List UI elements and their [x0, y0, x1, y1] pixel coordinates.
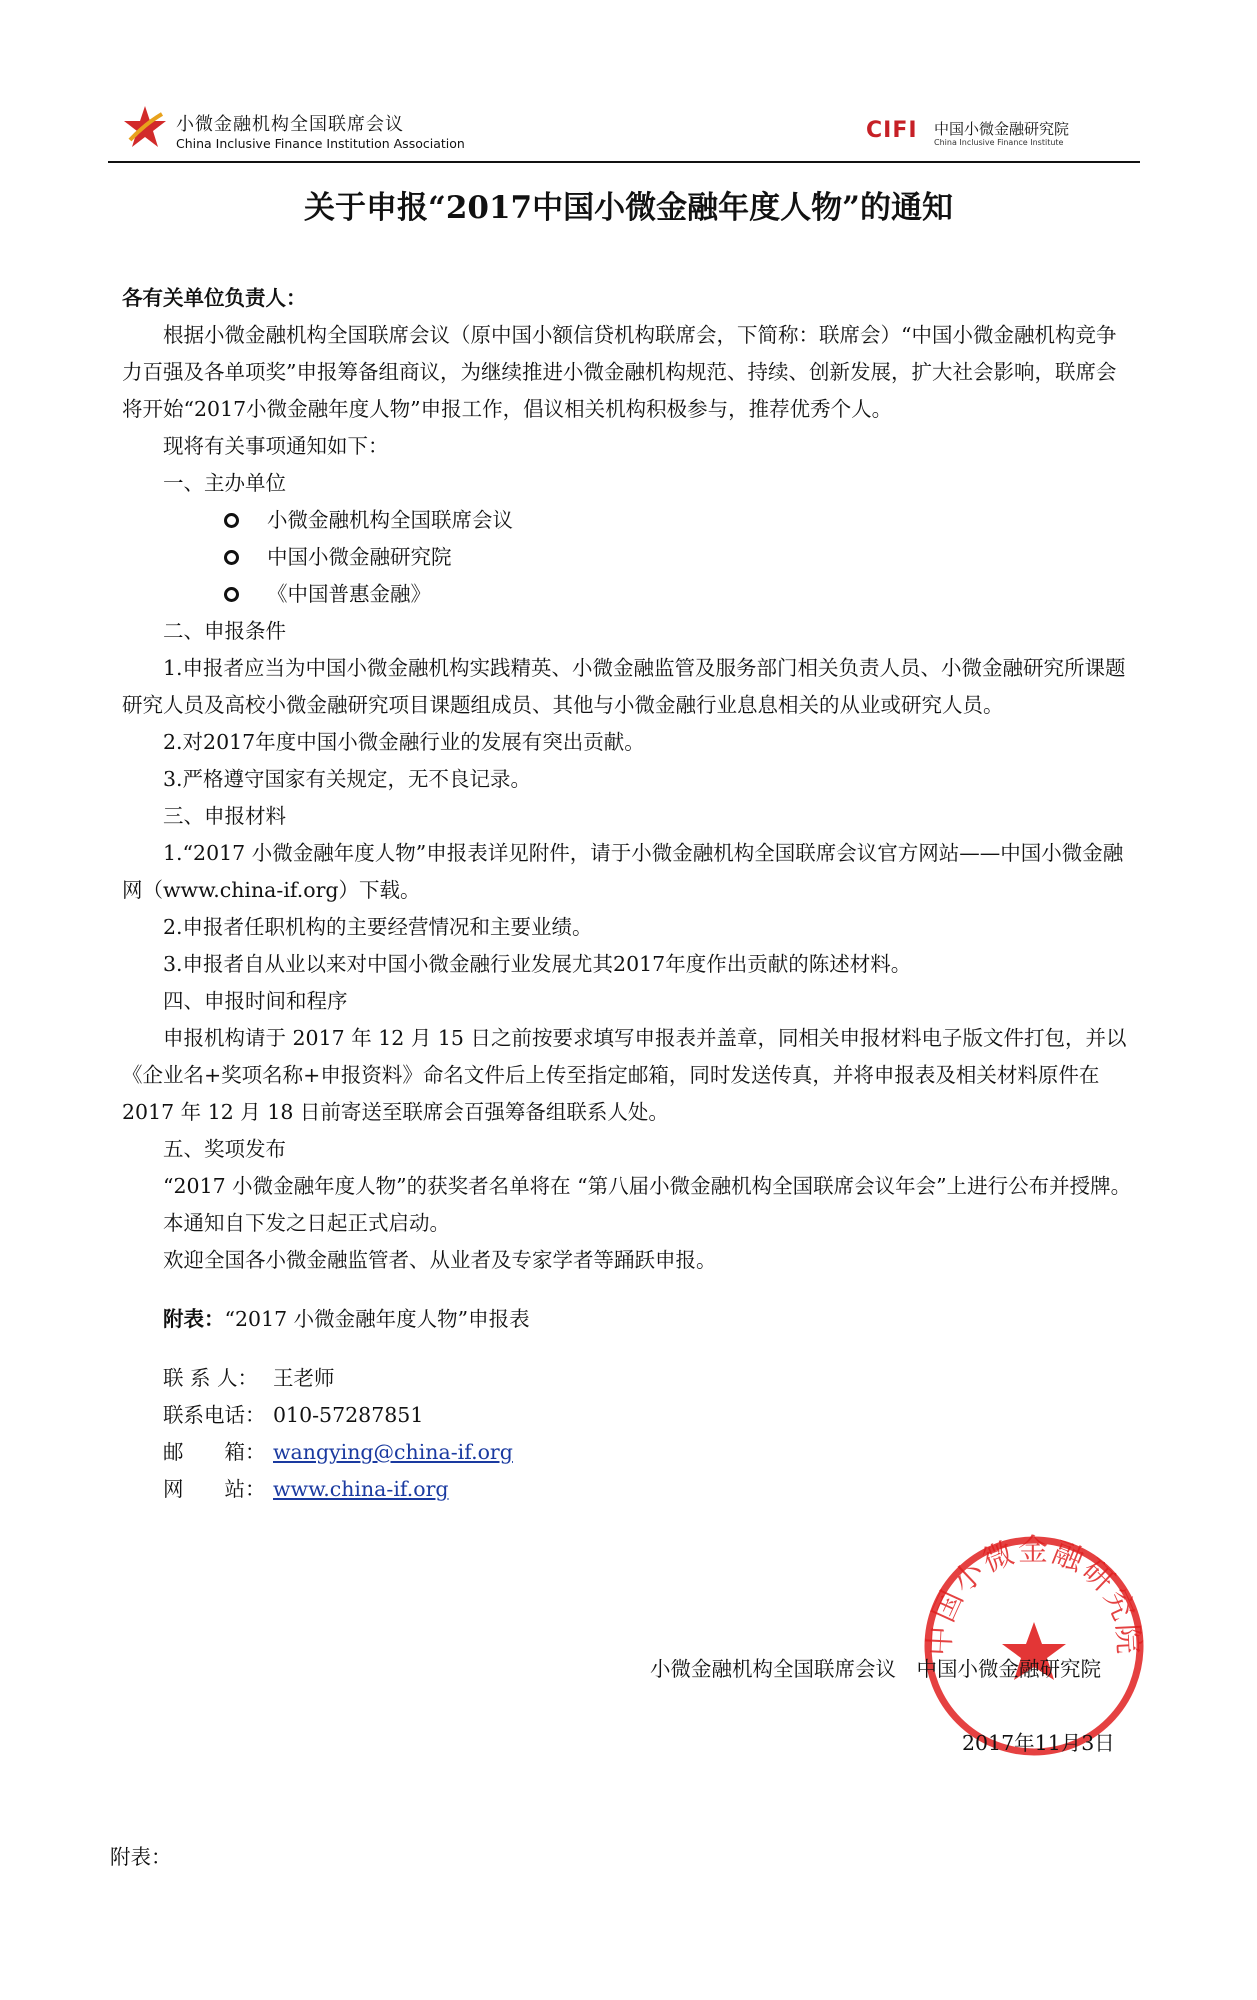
notice-line: 现将有关事项通知如下：	[163, 434, 389, 458]
circle-bullet-icon	[224, 513, 239, 528]
award-paragraph: “2017 小微金融年度人物”的获奖者名单将在 “第八届小微金融机构全国联席会议年会”上进行公布并授牌。	[163, 1174, 1132, 1198]
section-heading-organizers: 一、主办单位	[163, 471, 286, 495]
star-logo-icon	[122, 104, 168, 150]
contact-person: 联 系 人： 王老师	[163, 1366, 335, 1390]
header-left-name-cn: 小微金融机构全国联席会议	[176, 114, 404, 135]
cifi-logo	[866, 118, 918, 143]
start-line: 本通知自下发之日起正式启动。	[163, 1211, 450, 1235]
website-link[interactable]: www.china-if.org	[273, 1477, 449, 1501]
attachment-line: 附表：“2017 小微金融年度人物”申报表	[163, 1307, 530, 1331]
welcome-line: 欢迎全国各小微金融监管者、从业者及专家学者等踊跃申报。	[163, 1248, 717, 1272]
condition-item: 3.严格遵守国家有关规定，无不良记录。	[163, 767, 532, 791]
material-item: 2.申报者任职机构的主要经营情况和主要业绩。	[163, 915, 593, 939]
signature-orgs: 小微金融机构全国联席会议 中国小微金融研究院	[650, 1657, 1101, 1681]
schedule-paragraph: 申报机构请于 2017 年 12 月 15 日之前按要求填写申报表并盖章，同相关申报材料电子版文件打包，并以《企业名+奖项名称+申报资料》命名文件后上传至指定邮箱，同时发送传真，并将申报表及相关材料原件在 2017 年 12 月 18 日前寄送至联席会百强筹备组联系人处。	[122, 1026, 1127, 1124]
material-item: 3.申报者自从业以来对中国小微金融行业发展尤其2017年度作出贡献的陈述材料。	[163, 952, 912, 976]
list-item: 中国小微金融研究院	[122, 539, 1134, 576]
section-heading-schedule: 四、申报时间和程序	[163, 989, 348, 1013]
page-title: 关于申报“2017中国小微金融年度人物”的通知	[304, 190, 953, 226]
section-heading-conditions: 二、申报条件	[163, 619, 286, 643]
section-heading-materials: 三、申报材料	[163, 804, 286, 828]
contact-website: 网 站： www.china-if.org	[163, 1477, 449, 1501]
header-left-name-en: China Inclusive Finance Institution Association	[176, 136, 465, 151]
material-item: 1.“2017 小微金融年度人物”申报表详见附件，请于小微金融机构全国联席会议官方网站——中国小微金融网（www.china-if.org）下载。	[122, 841, 1124, 902]
list-item: 《中国普惠金融》	[122, 576, 1134, 613]
circle-bullet-icon	[224, 550, 239, 565]
contact-email: 邮 箱： wangying@china-if.org	[163, 1440, 513, 1464]
signature-date: 2017年11月3日	[962, 1731, 1115, 1755]
notice-body	[122, 280, 1134, 1508]
attachment-footer-label: 附表：	[110, 1845, 172, 1869]
contact-phone: 联系电话： 010-57287851	[163, 1403, 424, 1427]
header-right-name-cn: 中国小微金融研究院	[934, 120, 1070, 138]
condition-item: 2.对2017年度中国小微金融行业的发展有突出贡献。	[163, 730, 645, 754]
seal-text: 中国小微金融研究院	[922, 1533, 1146, 1657]
salutation: 各有关单位负责人：	[122, 286, 307, 310]
circle-bullet-icon	[224, 587, 239, 602]
intro-paragraph: 根据小微金融机构全国联席会议（原中国小额信贷机构联席会，下简称：联席会）“中国小微金融机构竞争力百强及各单项奖”申报筹备组商议，为继续推进小微金融机构规范、持续、创新发展，扩大社会影响，联席会将开始“2017小微金融年度人物”申报工作，倡议相关机构积极参与，推荐优秀个人。	[122, 323, 1117, 421]
header-right-name-en: China Inclusive Finance Institute	[934, 138, 1064, 147]
list-item: 小微金融机构全国联席会议	[122, 502, 1134, 539]
header-divider	[108, 161, 1140, 163]
email-link[interactable]: wangying@china-if.org	[273, 1440, 513, 1464]
condition-item: 1.申报者应当为中国小微金融机构实践精英、小微金融监管及服务部门相关负责人员、小微金融研究所课题研究人员及高校小微金融研究项目课题组成员、其他与小微金融行业息息相关的从业或研究人员。	[122, 656, 1126, 717]
cifi-logo-text: CIFI	[866, 118, 918, 143]
section-heading-award: 五、奖项发布	[163, 1137, 286, 1161]
